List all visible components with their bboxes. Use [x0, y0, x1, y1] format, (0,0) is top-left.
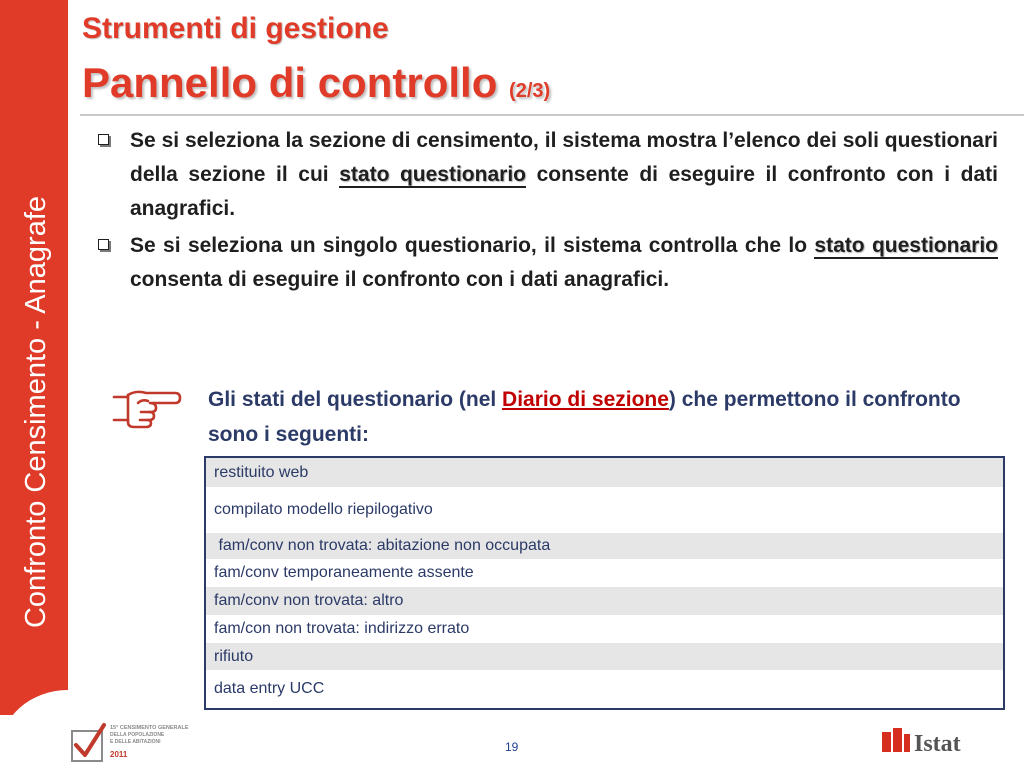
diario-di-sezione-link[interactable]: Diario di sezione: [502, 388, 669, 411]
bullet-item: [98, 124, 998, 226]
bullet-list: [98, 124, 998, 300]
table-row: fam/conv temporaneamente assente: [206, 559, 1003, 587]
table-row: fam/con non trovata: indirizzo errato: [206, 615, 1003, 643]
sidebar-band: [0, 0, 68, 715]
states-intro: [208, 382, 998, 452]
table-row: fam/conv non trovata: abitazione non occupata: [206, 533, 1003, 559]
table-row: rifiuto: [206, 643, 1003, 670]
census-logo: [70, 719, 189, 765]
table-row: fam/conv non trovata: altro: [206, 587, 1003, 615]
title-divider: [80, 114, 1024, 116]
svg-text:DELLA POPOLAZIONE: DELLA POPOLAZIONE: [110, 732, 165, 738]
slide-title-text: Pannello di controllo: [82, 59, 498, 106]
svg-text:E DELLE ABITAZIONI: E DELLE ABITAZIONI: [110, 739, 161, 745]
states-intro-start: Gli stati del questionario (nel: [208, 388, 503, 411]
checkbox-bullet-icon: [98, 134, 109, 145]
bullet-highlight: stato questionario: [814, 234, 998, 257]
states-table: [204, 456, 1005, 710]
table-row: data entry UCC: [206, 670, 1003, 708]
bullet-text-end: consente di eseguire il confronto con i dati anagrafici.: [130, 163, 998, 220]
bullet-text-end: consenta di eseguire il confronto con i dati anagrafici.: [130, 268, 670, 291]
bullet-text-start: Se si seleziona un singolo questionario, il sistema controlla che lo: [130, 234, 815, 257]
sidebar-title: Confronto Censimento - Anagrafe: [20, 195, 52, 629]
bullet-text-start: Se si seleziona la sezione di censimento, il sistema mostra l’elenco dei soli questionari della sezione il cui: [130, 129, 998, 186]
bullet-item: [98, 229, 998, 297]
bullet-highlight: stato questionario: [339, 163, 526, 186]
istat-logo: [880, 724, 980, 756]
svg-text:15° CENSIMENTO GENERALE: 15° CENSIMENTO GENERALE: [110, 725, 189, 731]
section-title: Strumenti di gestione: [82, 12, 389, 45]
page-number: 19: [505, 740, 519, 754]
checkbox-bullet-icon: [98, 239, 109, 250]
slide-page-indicator: (2/3): [509, 80, 551, 102]
svg-text:Istat: Istat: [914, 731, 961, 757]
states-intro-end: ) che permettono il confronto sono i seguenti:: [208, 388, 961, 446]
table-row: compilato modello riepilogativo: [206, 487, 1003, 533]
table-row: restituito web: [206, 458, 1003, 487]
svg-text:2011: 2011: [110, 750, 128, 759]
pointing-hand-icon: [112, 380, 182, 430]
slide-title: [82, 58, 550, 116]
